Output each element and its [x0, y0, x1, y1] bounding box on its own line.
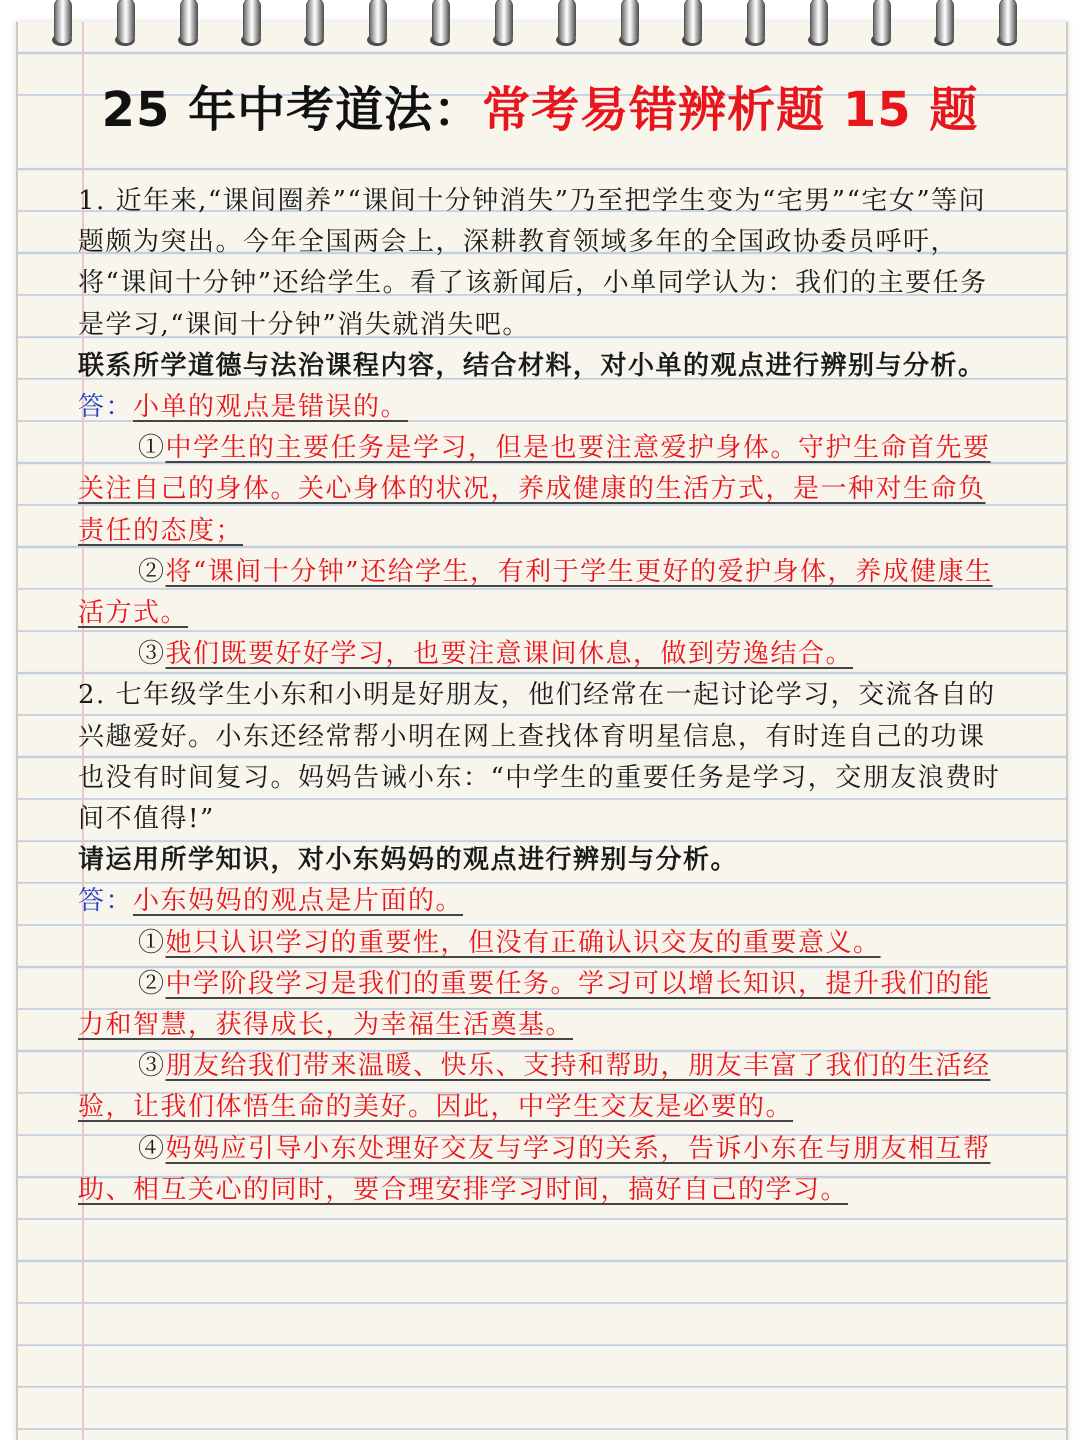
point-text: 我们既要好好学习，也要注意课间休息，做到劳逸结合。: [165, 639, 854, 670]
spiral-ring: [615, 0, 643, 56]
spiral-ring: [300, 0, 328, 56]
answer-1-point: [78, 552, 1008, 634]
question-1-stem: 1. 近年来,“课间圈养”“课间十分钟消失”乃至把学生变为“宅男”“宅女”等问题颇为突出。今年全国两会上，深耕教育领域多年的全国政协委员呼吁，将“课间十分钟”还给学生。看了该新闻后，小单同学认为：我们的主要任务是学习,“课间十分钟”消失就消失吧。: [78, 186, 988, 340]
point-text: 妈妈应引导小东处理好交友与学习的关系，告诉小东在与朋友相互帮助、相互关心的同时，要合理安排学习时间，搞好自己的学习。: [78, 1133, 991, 1205]
answer-2-head: [78, 881, 1008, 922]
point-text: 中学阶段学习是我们的重要任务。学习可以增长知识，提升我们的能力和智慧，获得成长，为幸福生活奠基。: [78, 968, 991, 1041]
point-number: ②: [138, 968, 166, 999]
answer-2-point: [78, 1046, 1008, 1128]
answer-2-point: [78, 964, 1008, 1046]
spiral-ring: [741, 0, 769, 56]
spiral-ring: [930, 0, 958, 56]
answer-2-point: [78, 923, 1008, 964]
spiral-ring: [426, 0, 454, 56]
spiral-ring: [867, 0, 895, 56]
spiral-ring: [111, 0, 139, 56]
point-number: ①: [138, 433, 166, 464]
point-number: ③: [138, 639, 166, 670]
title-highlight: 常考易错辨析题 15 题: [482, 82, 979, 138]
point-number: ③: [138, 1051, 166, 1082]
spiral-ring: [48, 0, 76, 56]
spiral-ring: [804, 0, 832, 56]
spiral-ring: [489, 0, 517, 56]
point-text: 朋友给我们带来温暖、快乐、支持和帮助，朋友丰富了我们的生活经验，让我们体悟生命的美好。因此，中学生交友是必要的。: [78, 1051, 991, 1123]
answer-text: 小东妈妈的观点是片面的。: [133, 886, 464, 917]
spiral-ring: [363, 0, 391, 56]
content-body: [78, 181, 1008, 1211]
answer-1-point: [78, 634, 1008, 675]
question-2-task: 请运用所学知识，对小东妈妈的观点进行辨别与分析。: [78, 845, 739, 876]
point-number: ④: [138, 1133, 166, 1164]
point-text: 中学生的主要任务是学习，但是也要注意爱护身体。守护生命首先要关注自己的身体。关心身体的状况，养成健康的生活方式，是一种对生命负责任的态度；: [78, 433, 991, 546]
title-prefix: 25 年中考道法：: [101, 82, 483, 138]
answer-label: 答：: [78, 886, 134, 917]
page-title: [0, 78, 1080, 142]
spiral-ring: [552, 0, 580, 56]
spiral-binding: [0, 0, 1080, 60]
answer-text: 小单的观点是错误的。: [133, 392, 409, 423]
answer-1-point: [78, 428, 1008, 552]
spiral-ring: [678, 0, 706, 56]
answer-label: 答：: [78, 392, 134, 423]
answer-1-head: [78, 387, 1008, 428]
point-number: ②: [138, 556, 166, 587]
point-text: 她只认识学习的重要性，但没有正确认识交友的重要意义。: [165, 927, 881, 958]
question-1-task: 联系所学道德与法治课程内容，结合材料，对小单的观点进行辨别与分析。: [78, 350, 986, 381]
spiral-ring: [174, 0, 202, 56]
point-text: 将“课间十分钟”还给学生，有利于学生更好的爱护身体，养成健康生活方式。: [78, 556, 993, 629]
spiral-ring: [237, 0, 265, 56]
point-number: ①: [138, 927, 166, 958]
question-2-stem: 2. 七年级学生小东和小明是好朋友，他们经常在一起讨论学习，交流各自的兴趣爱好。小东还经常帮小明在网上查找体育明星信息，有时连自己的功课也没有时间复习。妈妈告诫小东：“中学生的重要任务是学习，交朋友浪费时间不值得!”: [78, 680, 1001, 835]
spiral-ring: [993, 0, 1021, 56]
answer-2-point: [78, 1129, 1008, 1211]
